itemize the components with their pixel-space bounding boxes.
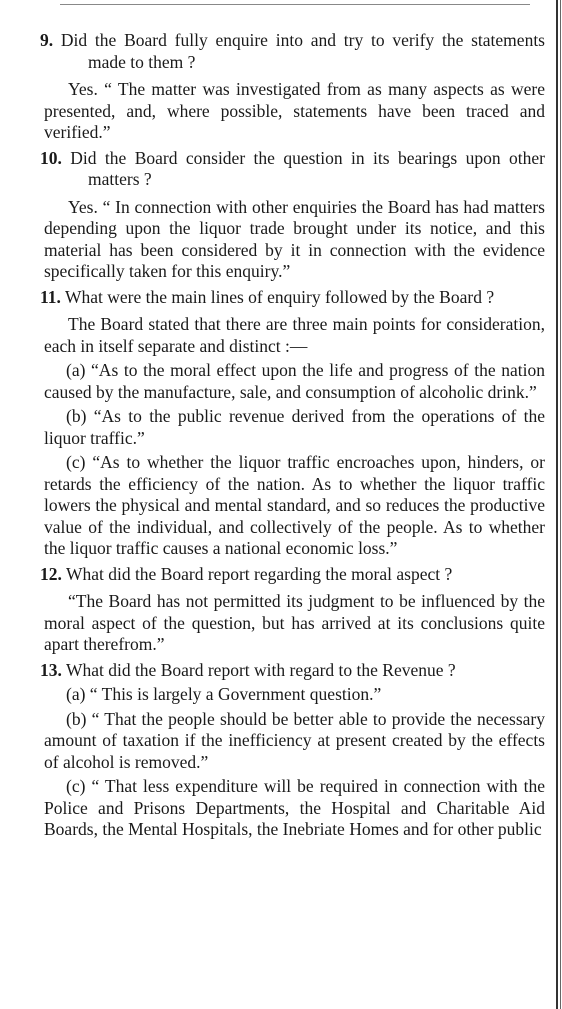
qa-item-10: [0, 148, 545, 283]
question: [0, 660, 545, 682]
question-number: 12.: [40, 563, 62, 584]
answer-subparagraph-c: (c) “As to whether the liquor traffic encroaches upon, hinders, or retards the efficiency of the nation. As to whether the liquor traffic lowers the physical and mental standard, and so reduces the productive value of the individual, and collectively of the people. As to whether the liquor traffic causes a national economic loss.”: [44, 452, 545, 558]
qa-item-13: [0, 660, 545, 841]
qa-item-11: [0, 287, 545, 560]
top-edge-line: [60, 4, 530, 5]
right-edge-line-thin: [560, 0, 561, 1009]
answer-subparagraph-b: (b) “As to the public revenue derived from the operations of the liquor traffic.”: [44, 406, 545, 448]
answer-subparagraph-b: (b) “ That the people should be better able to provide the necessary amount of taxation if the inefficiency at present created by the effects of alcohol is removed.”: [44, 708, 545, 772]
question-text: What were the main lines of enquiry followed by the Board ?: [64, 286, 495, 307]
question-number: 9.: [40, 30, 54, 50]
qa-item-12: [0, 564, 545, 656]
question: [0, 564, 545, 586]
question-text: Did the Board fully enquire into and try to verify the statements made to them ?: [60, 30, 545, 72]
answer-subparagraph-c: (c) “ That less expenditure will be required in connection with the Police and Prisons Departments, the Hospital and Charitable Aid Boards, the Mental Hospitals, the Inebriate Homes and for other public: [44, 776, 545, 839]
answer-paragraph: The Board stated that there are three main points for consideration, each in itself separate and distinct :—: [44, 314, 545, 356]
answer-paragraph: Yes. “ The matter was investigated from as many aspects as were presented, and, where possible, statements have been traced and verified.”: [44, 79, 545, 142]
question-text: What did the Board report regarding the moral aspect ?: [65, 563, 453, 584]
question-text: Did the Board consider the question in its bearings upon other matters ?: [70, 147, 545, 189]
question-number: 10.: [40, 147, 62, 168]
answer-subparagraph-a: (a) “As to the moral effect upon the life and progress of the nation caused by the manufacture, sale, and consumption of alcoholic drink.”: [44, 360, 545, 402]
question-text: What did the Board report with regard to the Revenue ?: [65, 659, 456, 680]
question: [0, 148, 545, 191]
answer-subparagraph-a: (a) “ This is largely a Government question.”: [66, 684, 382, 704]
answer-paragraph: Yes. “ In connection with other enquiries the Board has had matters depending upon the liquor trade brought under its notice, and this material has been considered by it in connection with the evidence specifically taken for this enquiry.”: [44, 196, 545, 281]
qa-item-9: [0, 30, 545, 144]
document-body: [0, 30, 545, 845]
question-number: 11.: [40, 286, 61, 307]
question: [0, 287, 545, 309]
answer-paragraph: “The Board has not permitted its judgment to be influenced by the moral aspect of the question, but has arrived at its conclusions quite apart therefrom.”: [44, 591, 545, 654]
right-edge-line: [556, 0, 558, 1009]
question-number: 13.: [40, 659, 62, 680]
question: [0, 30, 545, 73]
